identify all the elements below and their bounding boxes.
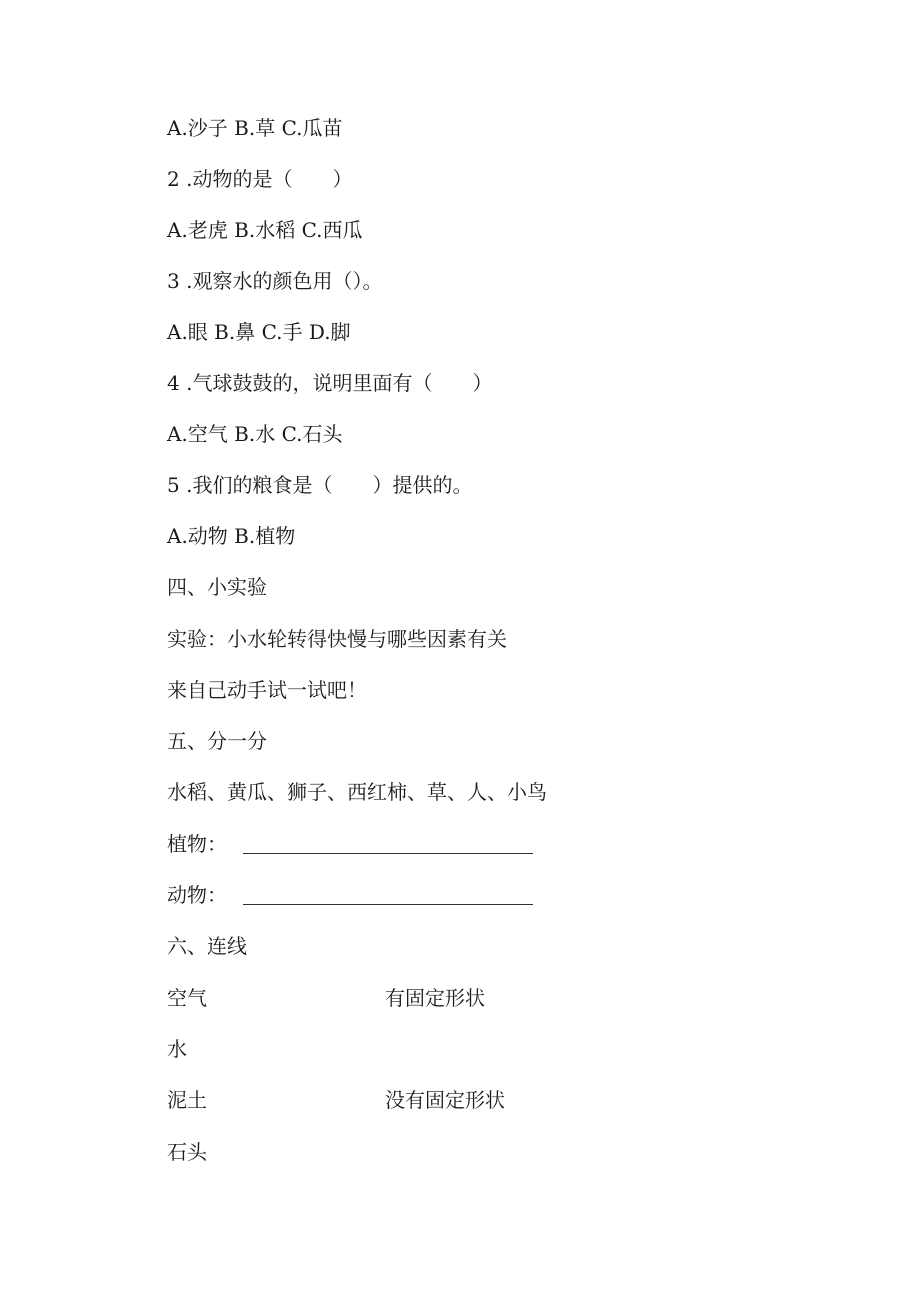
match-right-item[interactable]: 没有固定形状 bbox=[385, 1088, 505, 1112]
plants-answer-line[interactable] bbox=[243, 853, 533, 854]
classify-items: 水稻、黄瓜、狮子、西红柿、草、人、小鸟 bbox=[167, 780, 547, 804]
section-4-heading: 四、小实验 bbox=[167, 575, 267, 599]
animals-answer-line[interactable] bbox=[243, 904, 533, 905]
match-left-item[interactable]: 水 bbox=[167, 1037, 187, 1061]
q5-options: A.动物 B.植物 bbox=[167, 524, 296, 548]
match-right-item[interactable]: 有固定形状 bbox=[385, 986, 485, 1010]
section-5-heading: 五、分一分 bbox=[167, 729, 267, 753]
section-6-heading: 六、连线 bbox=[167, 934, 247, 958]
q4-options: A.空气 B.水 C.石头 bbox=[167, 422, 343, 446]
q2-options: A.老虎 B.水稻 C.西瓜 bbox=[167, 218, 363, 242]
plants-label: 植物： bbox=[167, 832, 227, 856]
experiment-text: 实验：小水轮转得快慢与哪些因素有关 bbox=[167, 627, 507, 651]
q3-options: A.眼 B.鼻 C.手 D.脚 bbox=[167, 320, 351, 344]
match-left-item[interactable]: 空气 bbox=[167, 986, 207, 1010]
q2-question: 2 .动物的是（ ） bbox=[167, 167, 353, 191]
experiment-prompt: 来自己动手试一试吧！ bbox=[167, 678, 367, 702]
match-left-item[interactable]: 泥土 bbox=[167, 1088, 207, 1112]
match-left-item[interactable]: 石头 bbox=[167, 1140, 207, 1164]
q3-question: 3 .观察水的颜色用（）。 bbox=[167, 269, 383, 293]
animals-label: 动物： bbox=[167, 883, 227, 907]
q5-question: 5 .我们的粮食是（ ）提供的。 bbox=[167, 473, 473, 497]
q4-question: 4 .气球鼓鼓的，说明里面有（ ） bbox=[167, 371, 493, 395]
q1-options: A.沙子 B.草 C.瓜苗 bbox=[167, 116, 343, 140]
